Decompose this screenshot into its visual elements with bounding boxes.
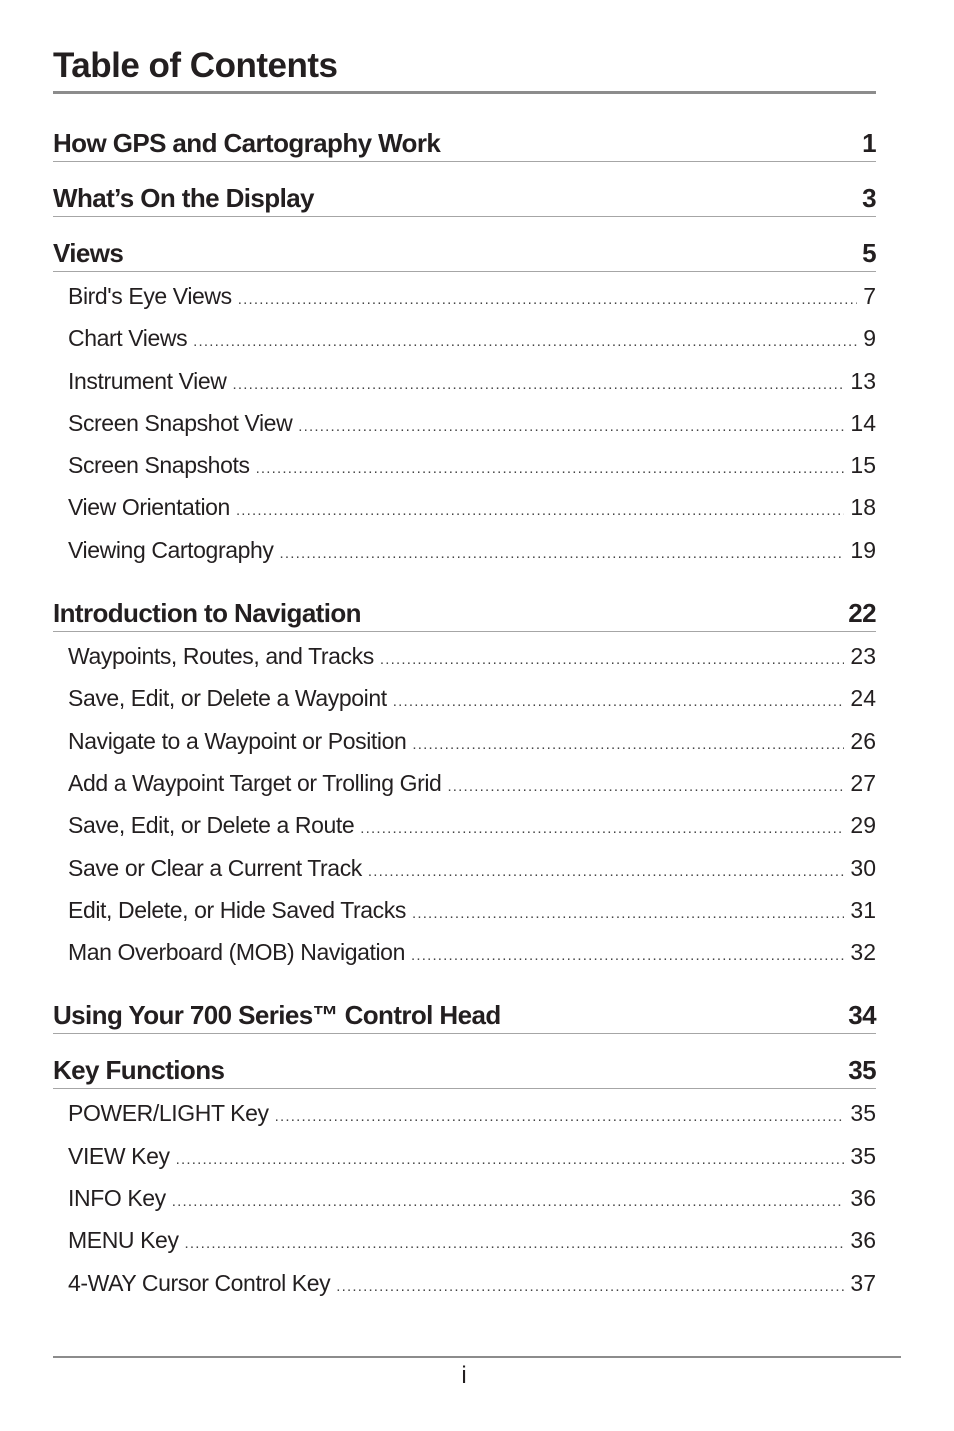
entry-page-number: 7 [863, 283, 876, 309]
entry-page-number: 36 [850, 1227, 876, 1254]
dot-leader [336, 1272, 844, 1302]
section-page-number: 34 [848, 1000, 876, 1031]
entry-page-number: 24 [850, 685, 876, 712]
toc-entry[interactable] [68, 1183, 876, 1225]
table-of-contents [53, 117, 876, 1320]
section-page-number: 5 [862, 238, 876, 268]
title-rule [53, 91, 876, 94]
section-title: What’s On the Display [53, 183, 314, 213]
dot-leader [380, 645, 845, 675]
entry-label: MENU Key [68, 1227, 179, 1254]
dot-leader [360, 814, 844, 844]
entry-label: View Orientation [68, 494, 230, 521]
entry-page-number: 29 [850, 812, 876, 839]
entry-label: Chart Views [68, 325, 188, 352]
entry-label: INFO Key [68, 1185, 166, 1212]
toc-section [53, 1044, 876, 1309]
dot-leader [232, 370, 844, 400]
toc-entry[interactable] [68, 768, 876, 810]
entry-label: Screen Snapshots [68, 452, 250, 479]
toc-entry[interactable] [68, 1098, 876, 1140]
entry-label: Save or Clear a Current Track [68, 854, 362, 881]
entry-page-number: 15 [850, 452, 876, 479]
toc-section-heading[interactable] [53, 587, 876, 632]
toc-entry-list [53, 272, 876, 577]
toc-entry[interactable] [68, 1225, 876, 1267]
toc-entry[interactable] [68, 492, 876, 534]
entry-page-number: 14 [850, 409, 876, 436]
toc-entry-list [53, 1089, 876, 1309]
toc-entry[interactable] [68, 450, 876, 492]
dot-leader [172, 1187, 845, 1217]
entry-page-number: 35 [850, 1142, 876, 1169]
toc-entry[interactable] [68, 535, 876, 577]
section-page-number: 35 [848, 1055, 876, 1086]
toc-entry[interactable] [68, 408, 876, 450]
page-title: Table of Contents [53, 46, 338, 85]
dot-leader [280, 539, 845, 569]
entry-label: VIEW Key [68, 1142, 170, 1169]
toc-entry-list [53, 632, 876, 979]
entry-label: Viewing Cartography [68, 536, 274, 563]
section-page-number: 22 [848, 598, 876, 629]
entry-label: Add a Waypoint Target or Trolling Grid [68, 769, 442, 796]
toc-entry[interactable] [68, 323, 876, 365]
entry-label: Save, Edit, or Delete a Route [68, 812, 355, 839]
entry-label: Screen Snapshot View [68, 409, 293, 436]
entry-page-number: 30 [850, 854, 876, 881]
toc-section-heading[interactable] [53, 1044, 876, 1089]
entry-label: Man Overboard (MOB) Navigation [68, 939, 405, 966]
toc-section [53, 227, 876, 577]
dot-leader [393, 687, 845, 717]
dot-leader [411, 941, 844, 971]
dot-leader [368, 857, 845, 887]
entry-page-number: 23 [850, 643, 876, 670]
dot-leader [275, 1102, 845, 1132]
entry-page-number: 27 [850, 769, 876, 796]
section-title: Using Your 700 Series™ Control Head [53, 1000, 501, 1031]
toc-entry[interactable] [68, 281, 876, 323]
entry-label: Instrument View [68, 367, 227, 394]
toc-section [53, 117, 876, 162]
toc-entry[interactable] [68, 937, 876, 979]
section-title: Introduction to Navigation [53, 598, 361, 629]
toc-section-heading[interactable] [53, 989, 876, 1034]
toc-section [53, 172, 876, 217]
section-title: Views [53, 238, 124, 268]
dot-leader [412, 899, 844, 929]
section-page-number: 3 [862, 183, 876, 213]
toc-entry[interactable] [68, 641, 876, 683]
toc-section [53, 989, 876, 1034]
entry-label: Bird's Eye Views [68, 283, 232, 309]
entry-page-number: 37 [850, 1269, 876, 1296]
dot-leader [176, 1145, 845, 1175]
entry-page-number: 36 [850, 1185, 876, 1212]
entry-page-number: 32 [850, 939, 876, 966]
toc-entry[interactable] [68, 366, 876, 408]
dot-leader [298, 412, 844, 442]
entry-label: POWER/LIGHT Key [68, 1100, 269, 1127]
dot-leader [238, 285, 857, 315]
entry-page-number: 18 [850, 494, 876, 521]
section-page-number: 1 [862, 128, 876, 158]
entry-page-number: 13 [850, 367, 876, 394]
dot-leader [236, 496, 844, 526]
toc-section-heading[interactable] [53, 117, 876, 162]
entry-page-number: 9 [863, 325, 876, 352]
entry-label: Save, Edit, or Delete a Waypoint [68, 685, 387, 712]
toc-entry[interactable] [68, 1141, 876, 1183]
toc-section-heading[interactable] [53, 227, 876, 272]
dot-leader [193, 327, 857, 357]
toc-entry[interactable] [68, 1268, 876, 1310]
dot-leader [447, 772, 844, 802]
section-title: How GPS and Cartography Work [53, 128, 441, 158]
toc-section-heading[interactable] [53, 172, 876, 217]
toc-section [53, 587, 876, 979]
entry-label: Waypoints, Routes, and Tracks [68, 643, 374, 670]
toc-entry[interactable] [68, 853, 876, 895]
footer-page-number: i [461, 1362, 467, 1389]
entry-page-number: 31 [850, 896, 876, 923]
dot-leader [256, 454, 845, 484]
entry-label: 4-WAY Cursor Control Key [68, 1269, 331, 1296]
toc-entry[interactable] [68, 683, 876, 725]
entry-page-number: 26 [850, 727, 876, 754]
dot-leader [185, 1229, 845, 1259]
section-title: Key Functions [53, 1055, 225, 1086]
entry-label: Navigate to a Waypoint or Position [68, 727, 407, 754]
entry-label: Edit, Delete, or Hide Saved Tracks [68, 896, 406, 923]
entry-page-number: 35 [850, 1100, 876, 1127]
toc-entry[interactable] [68, 810, 876, 852]
toc-entry[interactable] [68, 726, 876, 768]
toc-entry[interactable] [68, 895, 876, 937]
footer-rule [53, 1356, 901, 1358]
dot-leader [412, 730, 844, 760]
entry-page-number: 19 [850, 536, 876, 563]
